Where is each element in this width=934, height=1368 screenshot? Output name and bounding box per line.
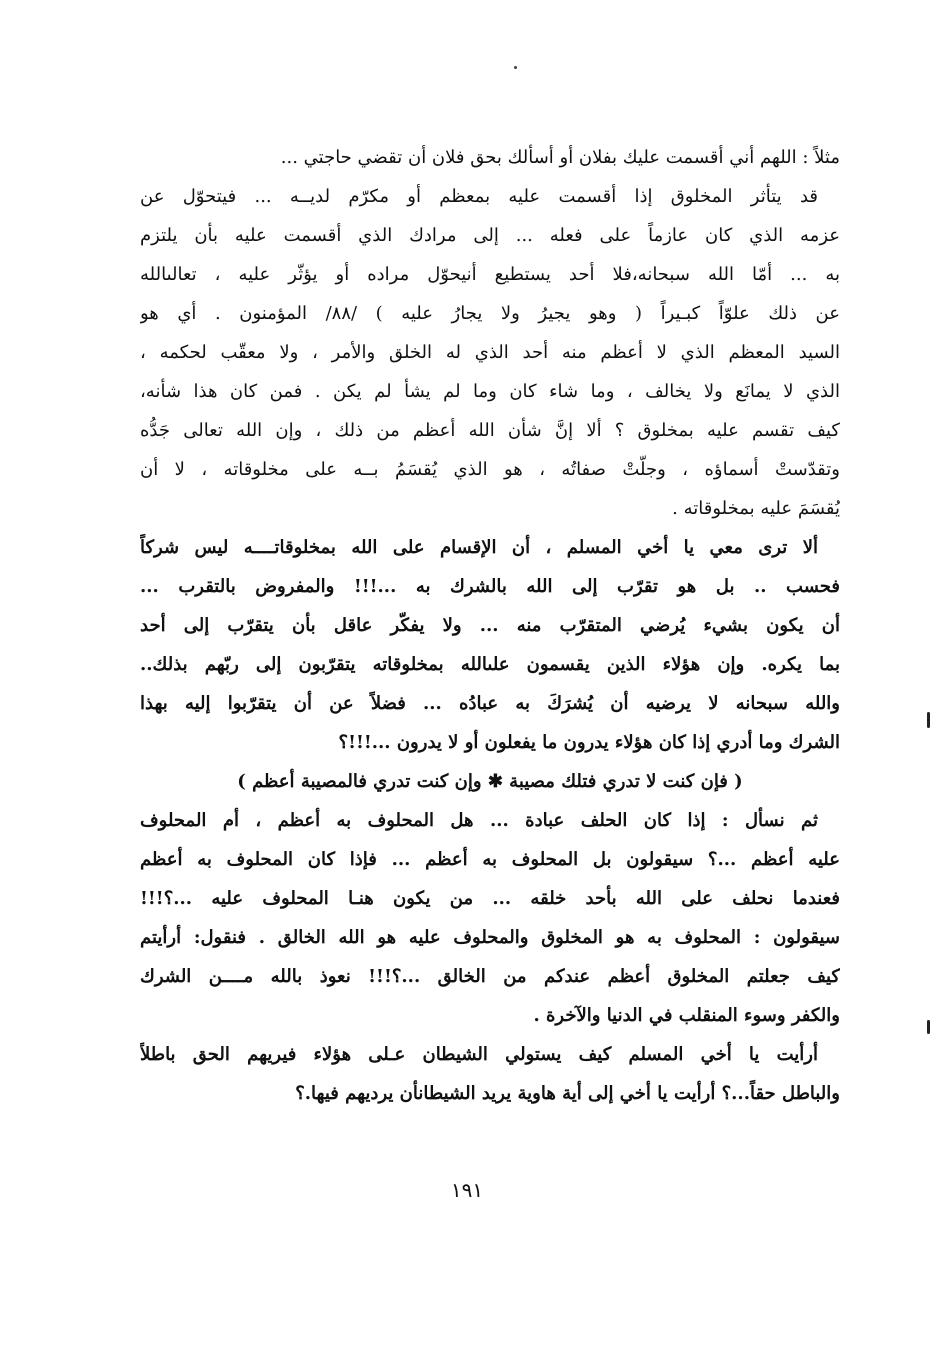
text-line: وتقدّستْ أسماؤه ، وجلّتْ صفاتُه ، هو الذي يُقسَمُ بــه على مخلوقاته ، لا أن	[140, 459, 840, 480]
text-line: الذي لا يمانَع ولا يخالف ، وما شاء كان وما لم يشأ لم يكن . فمن كان هذا شأنه،	[140, 381, 840, 402]
text-line: عن ذلك علوّاً كبـيراً ( وهو يجيرُ ولا يجارُ عليه ) /٨٨/ المؤمنون . أي هو	[140, 303, 840, 324]
text-line: مثلاً : اللهم أني أقسمت عليك بفلان أو أسألك بحق فلان أن تقضي حاجتي ...	[280, 147, 840, 168]
text-line: كيف جعلتم المخلوق أعظم عندكم من الخالق ...؟!!! نعوذ بالله مــــن الشرك	[140, 966, 840, 987]
text-line: أرأيت يا أخي المسلم كيف يستولي الشيطان عـلى هؤلاء فيريهم الحق باطلاً	[140, 1044, 818, 1065]
text-line: والله سبحانه لا يرضيه أن يُشرَكَ به عبادُه ... فضلاً عن أن يتقرّبوا إليه بهذا	[140, 693, 840, 714]
text-line: يُقسَمَ عليه بمخلوقاته .	[672, 498, 840, 519]
text-line: سيقولون : المحلوف به هو المخلوق والمحلوف عليه هو الله الخالق . فنقول: أرأيتم	[140, 927, 840, 948]
page-body	[140, 138, 840, 1113]
text-line: عليه أعظم ...؟ سيقولون بل المحلوف به أعظم ... فإذا كان المحلوف به أعظم	[140, 849, 840, 870]
paragraph-4	[140, 801, 840, 1035]
text-line: والباطل حقاً...؟ أرأيت يا أخي إلى أية هاوية يريد الشيطانأن يرديهم فيها.؟	[295, 1083, 840, 1104]
text-line: به ... أمّا الله سبحانه،فلا أحد يستطيع أنيحوّل مراده أو يؤثّر عليه ، تعالىالله	[140, 264, 840, 285]
text-line: عزمه الذي كان عازماً على فعله ... إلى مرادك الذي أقسمت عليه بأن يلتزم	[140, 225, 840, 246]
text-line: أن يكون بشيء يُرضي المتقرّب منه ... ولا يفكّر عاقل بأن يتقرّب إلى أحد	[140, 615, 840, 636]
margin-mark	[927, 712, 930, 728]
text-line: ألا ترى معي يا أخي المسلم ، أن الإقسام على الله بمخلوقاتــــه ليس شركاً	[140, 537, 818, 558]
paragraph-1	[140, 138, 840, 177]
text-line: والكفر وسوء المنقلب في الدنيا والآخرة .	[533, 1005, 840, 1026]
paragraph-5	[140, 1035, 840, 1113]
text-line: الشرك وما أدري إذا كان هؤلاء يدرون ما يفعلون أو لا يدرون ...!!!؟	[338, 732, 840, 753]
verse-line	[140, 762, 840, 801]
paragraph-3	[140, 528, 840, 762]
text-line: فحسب .. بل هو تقرّب إلى الله بالشرك به ...!!! والمفروض بالتقرب ...	[140, 576, 840, 597]
text-line: ثم نسأل : إذا كان الحلف عبادة ... هل المحلوف به أعظم ، أم المحلوف	[140, 810, 818, 831]
text-line: كيف تقسم عليه بمخلوق ؟ ألا إنَّ شأن الله أعظم من ذلك ، وإن الله تعالى جَدُّه	[140, 420, 840, 441]
text-line: فعندما نحلف على الله بأحد خلقه ... من يكون هنـا المحلوف عليه ...؟!!!	[140, 888, 840, 909]
page-number: ١٩١	[450, 1178, 484, 1202]
margin-mark	[927, 1020, 930, 1034]
text-line: ( فإن كنت لا تدري فتلك مصيبة ✱ وإن كنت تدري فالمصيبة أعظم )	[237, 771, 743, 792]
text-line: قد يتأثر المخلوق إذا أقسمت عليه بمعظم أو مكرّم لديــه ... فيتحوّل عن	[140, 186, 818, 207]
page-speck	[514, 66, 517, 69]
paragraph-2	[140, 177, 840, 528]
text-line: السيد المعظم الذي لا أعظم منه أحد الذي له الخلق والأمر ، ولا معقّب لحكمه ،	[140, 342, 840, 363]
text-line: بما يكره. وإن هؤلاء الذين يقسمون علىالله بمخلوقاته يتقرّبون إلى ربّهم بذلك..	[140, 654, 840, 675]
